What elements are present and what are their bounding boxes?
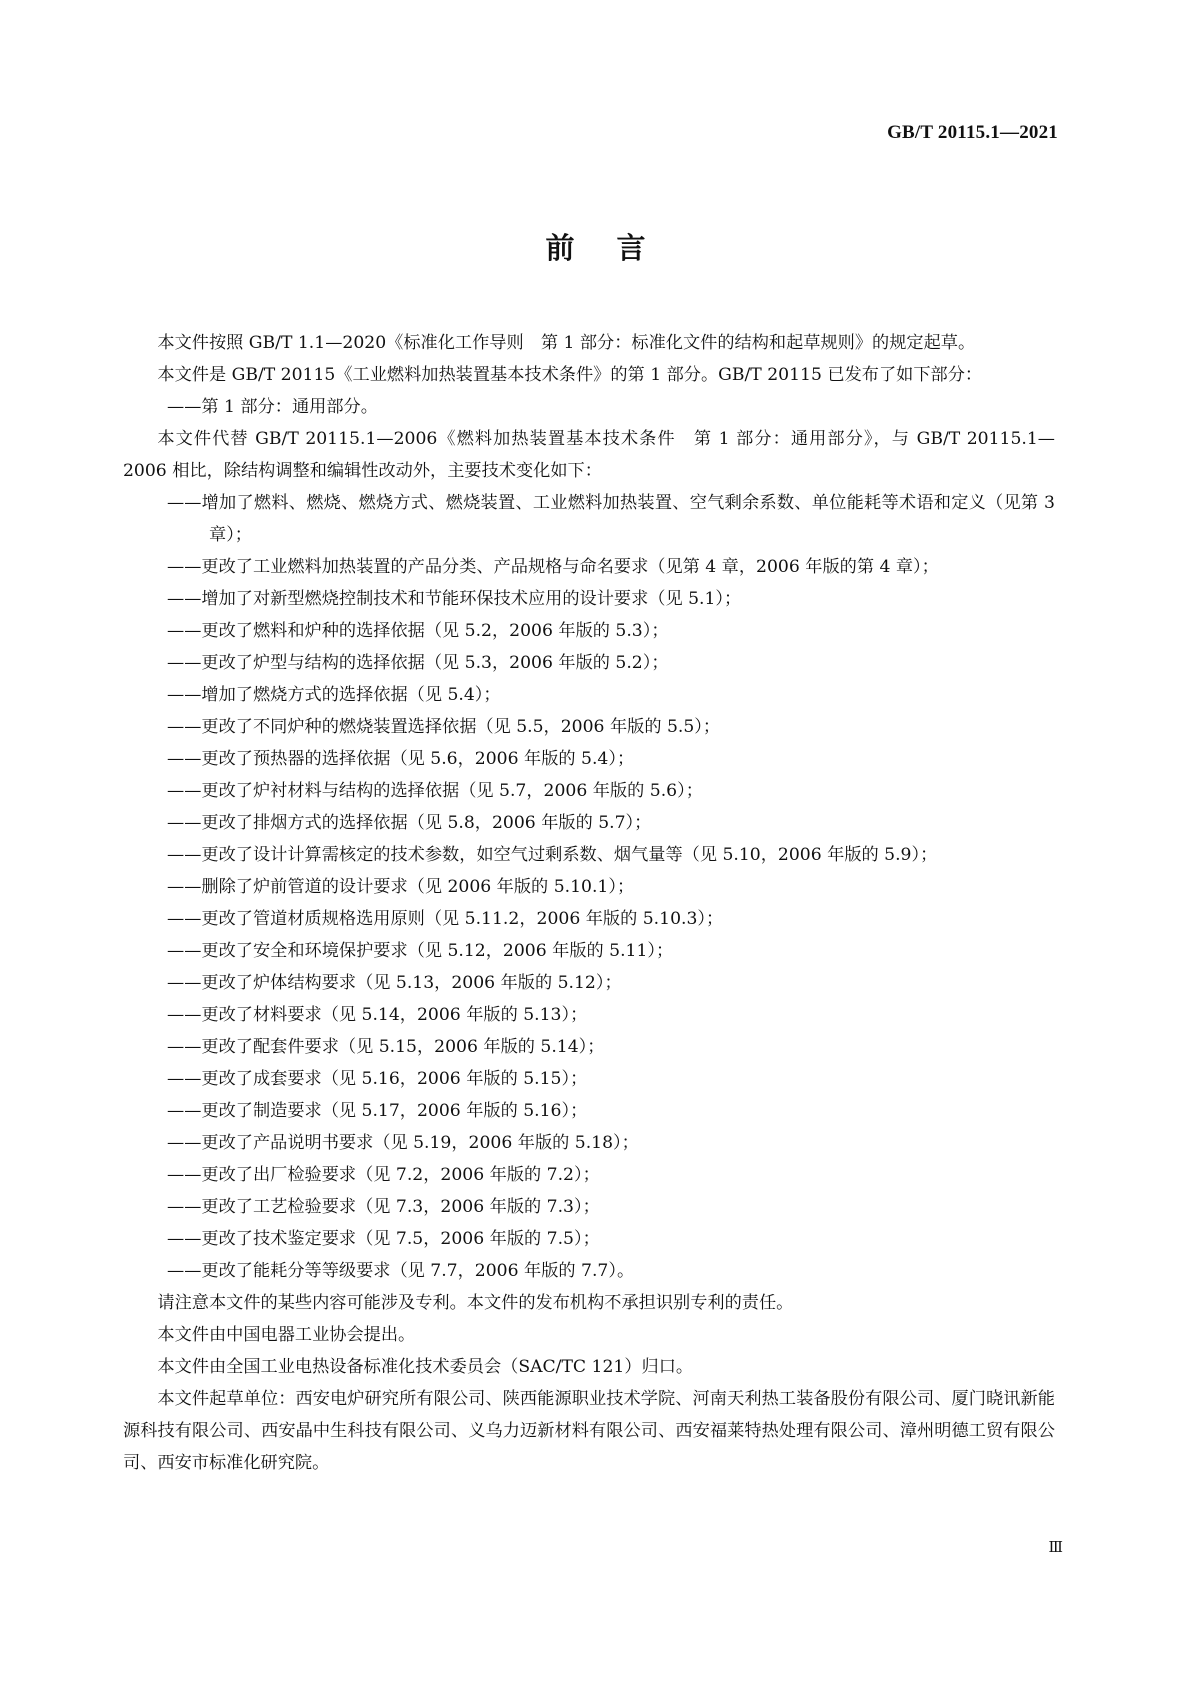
- list-item: ——更改了排烟方式的选择依据（见 5.8，2006 年版的 5.7）；: [167, 813, 652, 833]
- paragraph-patent-notice: 请注意本文件的某些内容可能涉及专利。本文件的发布机构不承担识别专利的责任。: [157, 1293, 794, 1313]
- list-item: ——更改了产品说明书要求（见 5.19，2006 年版的 5.18）；: [167, 1133, 639, 1153]
- paragraph-series-info: 本文件是 GB/T 20115《工业燃料加热装置基本技术条件》的第 1 部分。GB/T 20115 已发布了如下部分：: [157, 365, 983, 385]
- paragraph-drafting-units: 本文件起草单位：西安电炉研究所有限公司、陕西能源职业技术学院、河南天利热工装备股份有限公司、厦门晓讯新能源科技有限公司、西安晶中生科技有限公司、义乌力迈新材料有限公司、西安福莱特热处理有限公司、漳州明德工贸有限公司、西安市标准化研究院。: [123, 1389, 1055, 1473]
- list-item: ——更改了成套要求（见 5.16，2006 年版的 5.15）；: [167, 1069, 588, 1089]
- list-item: ——增加了对新型燃烧控制技术和节能环保技术应用的设计要求（见 5.1）；: [167, 589, 742, 609]
- paragraph-proposer: 本文件由中国电器工业协会提出。: [157, 1325, 416, 1345]
- list-item: ——更改了材料要求（见 5.14，2006 年版的 5.13）；: [167, 1005, 588, 1025]
- list-item: ——更改了工艺检验要求（见 7.3，2006 年版的 7.3）；: [167, 1197, 600, 1217]
- list-item: ——更改了制造要求（见 5.17，2006 年版的 5.16）；: [167, 1101, 588, 1121]
- parts-list-item: ——第 1 部分：通用部分。: [167, 397, 378, 417]
- list-item: ——更改了配套件要求（见 5.15，2006 年版的 5.14）；: [167, 1037, 605, 1057]
- list-item: ——更改了炉衬材料与结构的选择依据（见 5.7，2006 年版的 5.6）；: [167, 781, 703, 801]
- list-item: ——更改了预热器的选择依据（见 5.6，2006 年版的 5.4）；: [167, 749, 635, 769]
- list-item: ——更改了安全和环境保护要求（见 5.12，2006 年版的 5.11）；: [167, 941, 674, 961]
- paragraph-drafting-rules: 本文件按照 GB/T 1.1—2020《标准化工作导则 第 1 部分：标准化文件的结构和起草规则》的规定起草。: [157, 333, 976, 353]
- list-item: ——更改了不同炉种的燃烧装置选择依据（见 5.5，2006 年版的 5.5）；: [167, 717, 721, 737]
- list-item: ——增加了燃料、燃烧、燃烧方式、燃烧装置、工业燃料加热装置、空气剩余系数、单位能耗等术语和定义（见第 3 章）；: [167, 493, 1055, 545]
- paragraph-replacement: 本文件代替 GB/T 20115.1—2006《燃料加热装置基本技术条件 第 1 部分：通用部分》，与 GB/T 20115.1—2006 相比，除结构调整和编辑性改动外，主要技术变化如下：: [123, 429, 1055, 481]
- list-item: ——更改了设计计算需核定的技术参数，如空气过剩系数、烟气量等（见 5.10，2006 年版的 5.9）；: [167, 845, 938, 865]
- changes-list: [123, 487, 1055, 1287]
- list-item: ——更改了炉型与结构的选择依据（见 5.3，2006 年版的 5.2）；: [167, 653, 669, 673]
- list-item: ——删除了炉前管道的设计要求（见 2006 年版的 5.10.1）；: [167, 877, 635, 897]
- paragraph-committee: 本文件由全国工业电热设备标准化技术委员会（SAC/TC 121）归口。: [157, 1357, 694, 1377]
- list-item: ——更改了燃料和炉种的选择依据（见 5.2，2006 年版的 5.3）；: [167, 621, 669, 641]
- list-item: ——更改了能耗分等等级要求（见 7.7，2006 年版的 7.7）。: [167, 1261, 635, 1281]
- document-code: GB/T 20115.1—2021: [887, 122, 1058, 143]
- list-item: ——更改了管道材质规格选用原则（见 5.11.2，2006 年版的 5.10.3）；: [167, 909, 724, 929]
- list-item: ——增加了燃烧方式的选择依据（见 5.4）；: [167, 685, 501, 705]
- list-item: ——更改了出厂检验要求（见 7.2，2006 年版的 7.2）；: [167, 1165, 600, 1185]
- page-number: Ⅲ: [1048, 1540, 1063, 1556]
- foreword-body: [123, 327, 1055, 1479]
- list-item: ——更改了炉体结构要求（见 5.13，2006 年版的 5.12）；: [167, 973, 622, 993]
- list-item: ——更改了工业燃料加热装置的产品分类、产品规格与命名要求（见第 4 章，2006 年版的第 4 章）；: [167, 557, 939, 577]
- page-title: 前言: [545, 231, 688, 265]
- list-item: ——更改了技术鉴定要求（见 7.5，2006 年版的 7.5）；: [167, 1229, 600, 1249]
